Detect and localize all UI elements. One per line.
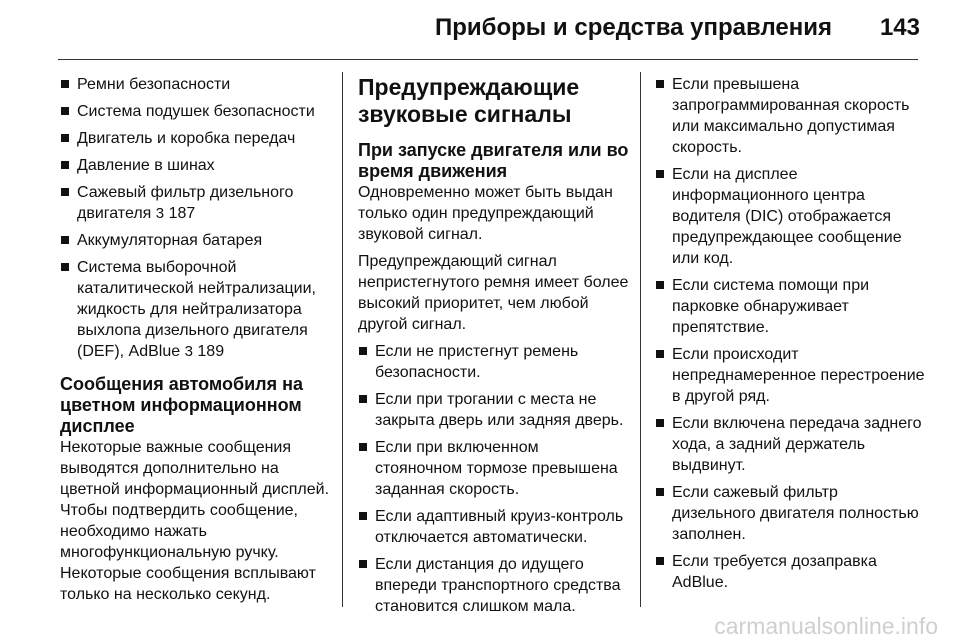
list-item: Система подушек безопасности bbox=[60, 101, 330, 122]
column-2 bbox=[358, 74, 630, 623]
list-item: Если при трогании с места не закрыта дверь или задняя дверь. bbox=[358, 389, 630, 431]
column-divider-2 bbox=[640, 72, 641, 607]
square-bullet-icon bbox=[656, 488, 664, 496]
section-text: Некоторые важные сообщения выводятся дополнительно на цветной информационный дисплей. Чтобы подтвердить сообщение, необходимо нажать многофункциональную ручку. Некоторые сообщения всплывают только на несколько секунд. bbox=[60, 439, 330, 603]
square-bullet-icon bbox=[359, 512, 367, 520]
list-item: Двигатель и коробка передач bbox=[60, 128, 330, 149]
list-item: Если при включенном стояночном тормозе превышена заданная скорость. bbox=[358, 437, 630, 500]
square-bullet-icon bbox=[61, 236, 69, 244]
watermark: carmanualsonline.info bbox=[714, 613, 938, 639]
list-item: Если сажевый фильтр дизельного двигателя полностью заполнен. bbox=[655, 482, 925, 545]
column-divider-1 bbox=[342, 72, 343, 607]
column-3 bbox=[655, 74, 925, 599]
list-item: Если превышена запрограммированная скорость или максимально допустимая скорость. bbox=[655, 74, 925, 158]
page-title: Приборы и средства управления bbox=[434, 14, 832, 41]
square-bullet-icon bbox=[656, 350, 664, 358]
square-bullet-icon bbox=[61, 80, 69, 88]
list-item: Если система помощи при парковке обнаруживает препятствие. bbox=[655, 275, 925, 338]
header-rule bbox=[58, 59, 918, 60]
square-bullet-icon bbox=[61, 161, 69, 169]
list-item: Если не пристегнут ремень безопасности. bbox=[358, 341, 630, 383]
page-number: 143 bbox=[879, 14, 920, 41]
list-item: Сажевый фильтр дизельного двигателя 3 187 bbox=[60, 182, 330, 224]
bullet-list bbox=[60, 74, 330, 362]
square-bullet-icon bbox=[656, 557, 664, 565]
square-bullet-icon bbox=[656, 281, 664, 289]
page-reference-icon: 3 bbox=[155, 205, 165, 222]
list-item: Давление в шинах bbox=[60, 155, 330, 176]
bullet-list bbox=[358, 341, 630, 617]
square-bullet-icon bbox=[359, 560, 367, 568]
paragraph: Предупреждающий сигнал непристегнутого ремня имеет более высокий приоритет, чем любой другой сигнал. bbox=[358, 253, 629, 333]
square-bullet-icon bbox=[656, 419, 664, 427]
square-bullet-icon bbox=[359, 347, 367, 355]
square-bullet-icon bbox=[61, 263, 69, 271]
square-bullet-icon bbox=[656, 170, 664, 178]
column-1 bbox=[60, 74, 330, 611]
list-item: Если на дисплее информационного центра водителя (DIC) отображается предупреждающее сообщение или код. bbox=[655, 164, 925, 269]
subsection-heading: При запуске двигателя или во время движения bbox=[358, 140, 629, 181]
list-item: Если включена передача заднего хода, а задний держатель выдвинут. bbox=[655, 413, 925, 476]
square-bullet-icon bbox=[359, 395, 367, 403]
page-reference-icon: 3 bbox=[184, 343, 193, 360]
list-item: Если требуется дозаправка AdBlue. bbox=[655, 551, 925, 593]
section-heading: Сообщения автомобиля на цветном информационном дисплее bbox=[60, 374, 303, 436]
paragraph: Одновременно может быть выдан только один предупреждающий звуковой сигнал. bbox=[358, 184, 613, 243]
list-item: Если дистанция до идущего впереди транспортного средства становится слишком мала. bbox=[358, 554, 630, 617]
list-item: Если адаптивный круиз-контроль отключается автоматически. bbox=[358, 506, 630, 548]
page-reference[interactable]: 187 bbox=[168, 205, 196, 222]
bullet-list bbox=[655, 74, 925, 593]
list-item: Если происходит непреднамеренное перестроение в другой ряд. bbox=[655, 344, 925, 407]
list-item: Аккумуляторная батарея bbox=[60, 230, 330, 251]
square-bullet-icon bbox=[656, 80, 664, 88]
square-bullet-icon bbox=[359, 443, 367, 451]
section-title: Предупреждающие звуковые сигналы bbox=[358, 74, 580, 127]
square-bullet-icon bbox=[61, 107, 69, 115]
page-reference[interactable]: 189 bbox=[197, 343, 225, 360]
list-item: Система выборочной каталитической нейтрализации, жидкость для нейтрализатора выхлопа дизельного двигателя (DEF), AdBlue 3 189 bbox=[60, 257, 330, 362]
square-bullet-icon bbox=[61, 134, 69, 142]
page-header bbox=[0, 0, 960, 50]
list-item: Ремни безопасности bbox=[60, 74, 330, 95]
square-bullet-icon bbox=[61, 188, 69, 196]
